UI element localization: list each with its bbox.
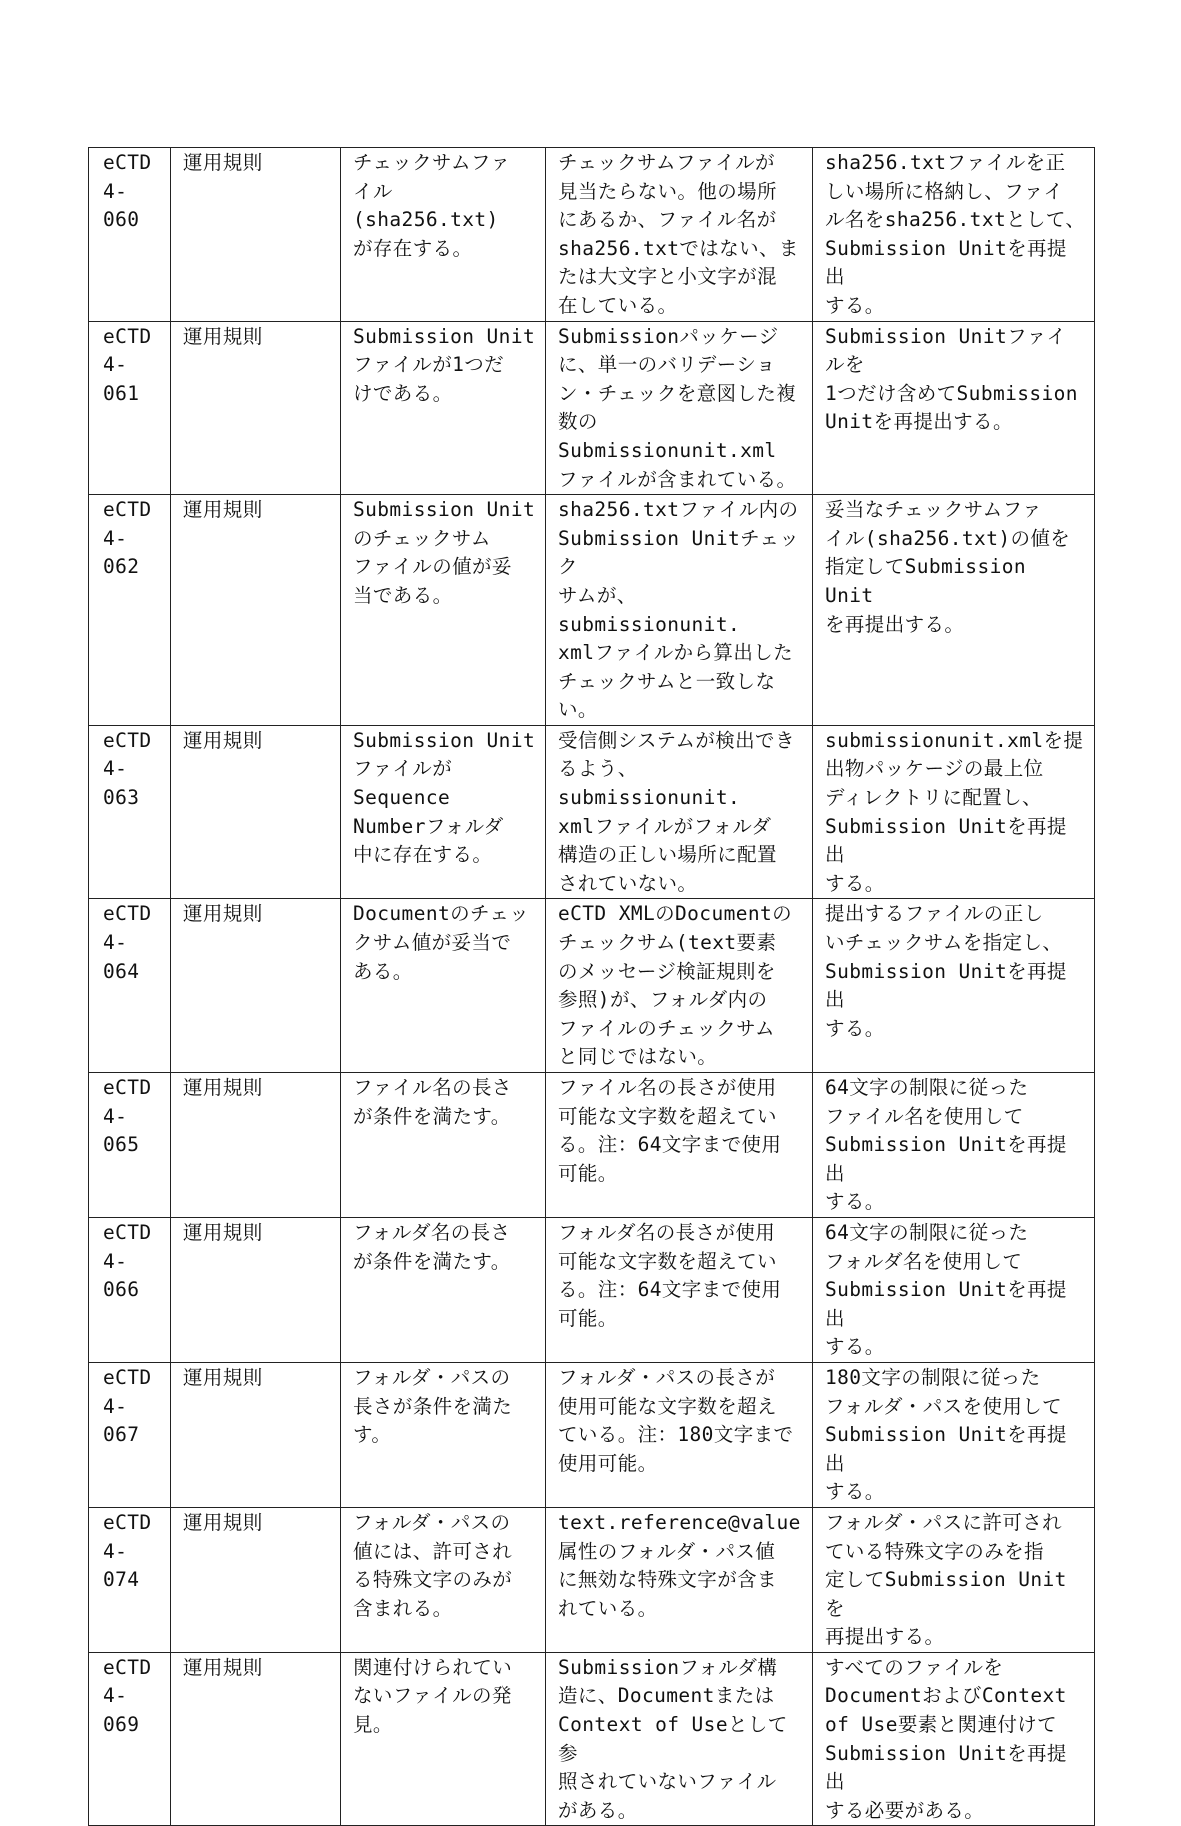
table-row (89, 495, 1095, 726)
table-row (89, 1362, 1095, 1507)
rule-action-cell: submissionunit.xmlを提 出物パッケージの最上位 ディレクトリに配置し、 Submission Unitを再提出 する。 (813, 725, 1095, 899)
rule-id-cell: eCTD 4-074 (89, 1507, 171, 1652)
rule-category-cell: 運用規則 (171, 148, 341, 322)
table-row (89, 148, 1095, 322)
rule-action-cell: 提出するファイルの正し いチェックサムを指定し、 Submission Unitを再提出 する。 (813, 899, 1095, 1073)
validation-rules-table (88, 147, 1095, 1826)
rule-category-cell: 運用規則 (171, 1217, 341, 1362)
rule-condition-cell: フォルダ・パスの 長さが条件を満た す。 (341, 1362, 546, 1507)
rule-category-cell: 運用規則 (171, 899, 341, 1073)
rule-id-cell: eCTD 4-064 (89, 899, 171, 1073)
rule-message-cell: 受信側システムが検出でき るよう、submissionunit. xmlファイルがフォルダ 構造の正しい場所に配置 されていない。 (546, 725, 813, 899)
rule-condition-cell: Documentのチェッ クサム値が妥当で ある。 (341, 899, 546, 1073)
rule-category-cell: 運用規則 (171, 725, 341, 899)
rule-id-cell: eCTD 4-061 (89, 321, 171, 495)
table-row (89, 321, 1095, 495)
rule-category-cell: 運用規則 (171, 1652, 341, 1826)
rule-id-cell: eCTD 4-062 (89, 495, 171, 726)
rule-action-cell: すべてのファイルを DocumentおよびContext of Use要素と関連付けて Submission Unitを再提出 する必要がある。 (813, 1652, 1095, 1826)
table-row (89, 1507, 1095, 1652)
rule-category-cell: 運用規則 (171, 1073, 341, 1218)
rule-condition-cell: Submission Unit ファイルがSequence Numberフォルダ 中に存在する。 (341, 725, 546, 899)
rule-category-cell: 運用規則 (171, 1507, 341, 1652)
rule-message-cell: フォルダ・パスの長さが 使用可能な文字数を超え ている。注：180文字まで 使用可能。 (546, 1362, 813, 1507)
rule-condition-cell: ファイル名の長さ が条件を満たす。 (341, 1073, 546, 1218)
rule-id-cell: eCTD 4-063 (89, 725, 171, 899)
rule-id-cell: eCTD 4-066 (89, 1217, 171, 1362)
table-row (89, 1217, 1095, 1362)
rule-category-cell: 運用規則 (171, 495, 341, 726)
rule-action-cell: 妥当なチェックサムファ イル(sha256.txt)の値を 指定してSubmission Unit を再提出する。 (813, 495, 1095, 726)
rule-message-cell: text.reference@value 属性のフォルダ・パス値 に無効な特殊文字が含ま れている。 (546, 1507, 813, 1652)
rule-message-cell: sha256.txtファイル内の Submission Unitチェック サムが、submissionunit. xmlファイルから算出した チェックサムと一致しない。 (546, 495, 813, 726)
rule-category-cell: 運用規則 (171, 321, 341, 495)
rule-id-cell: eCTD 4-067 (89, 1362, 171, 1507)
rule-message-cell: Submissionフォルダ構 造に、Documentまたは Context of Useとして参 照されていないファイル がある。 (546, 1652, 813, 1826)
rule-id-cell: eCTD 4-069 (89, 1652, 171, 1826)
rule-action-cell: 64文字の制限に従った フォルダ名を使用して Submission Unitを再提出 する。 (813, 1217, 1095, 1362)
rule-action-cell: sha256.txtファイルを正 しい場所に格納し、ファイ ル名をsha256.txtとして、 Submission Unitを再提出 する。 (813, 148, 1095, 322)
rule-action-cell: 180文字の制限に従った フォルダ・パスを使用して Submission Unitを再提出 する。 (813, 1362, 1095, 1507)
rule-action-cell: 64文字の制限に従った ファイル名を使用して Submission Unitを再提出 する。 (813, 1073, 1095, 1218)
rule-action-cell: Submission Unitファイルを 1つだけ含めてSubmission Unitを再提出する。 (813, 321, 1095, 495)
rule-message-cell: eCTD XMLのDocumentの チェックサム(text要素 のメッセージ検証規則を 参照)が、フォルダ内の ファイルのチェックサム と同じではない。 (546, 899, 813, 1073)
rule-id-cell: eCTD 4-060 (89, 148, 171, 322)
rule-category-cell: 運用規則 (171, 1362, 341, 1507)
rule-id-cell: eCTD 4-065 (89, 1073, 171, 1218)
rule-condition-cell: Submission Unit ファイルが1つだ けである。 (341, 321, 546, 495)
rule-condition-cell: チェックサムファ イル(sha256.txt) が存在する。 (341, 148, 546, 322)
rule-condition-cell: フォルダ名の長さ が条件を満たす。 (341, 1217, 546, 1362)
rule-condition-cell: Submission Unit のチェックサム ファイルの値が妥 当である。 (341, 495, 546, 726)
rule-message-cell: フォルダ名の長さが使用 可能な文字数を超えてい る。注：64文字まで使用 可能。 (546, 1217, 813, 1362)
table-row (89, 1652, 1095, 1826)
rule-message-cell: Submissionパッケージ に、単一のバリデーショ ン・チェックを意図した複 数のSubmissionunit.xml ファイルが含まれている。 (546, 321, 813, 495)
table-row (89, 899, 1095, 1073)
rule-condition-cell: 関連付けられてい ないファイルの発 見。 (341, 1652, 546, 1826)
table-row (89, 1073, 1095, 1218)
table-row (89, 725, 1095, 899)
rule-action-cell: フォルダ・パスに許可され ている特殊文字のみを指 定してSubmission Unitを 再提出する。 (813, 1507, 1095, 1652)
rule-message-cell: チェックサムファイルが 見当たらない。他の場所 にあるか、ファイル名が sha256.txtではない、ま たは大文字と小文字が混 在している。 (546, 148, 813, 322)
rule-condition-cell: フォルダ・パスの 値には、許可され る特殊文字のみが 含まれる。 (341, 1507, 546, 1652)
rule-message-cell: ファイル名の長さが使用 可能な文字数を超えてい る。注：64文字まで使用 可能。 (546, 1073, 813, 1218)
